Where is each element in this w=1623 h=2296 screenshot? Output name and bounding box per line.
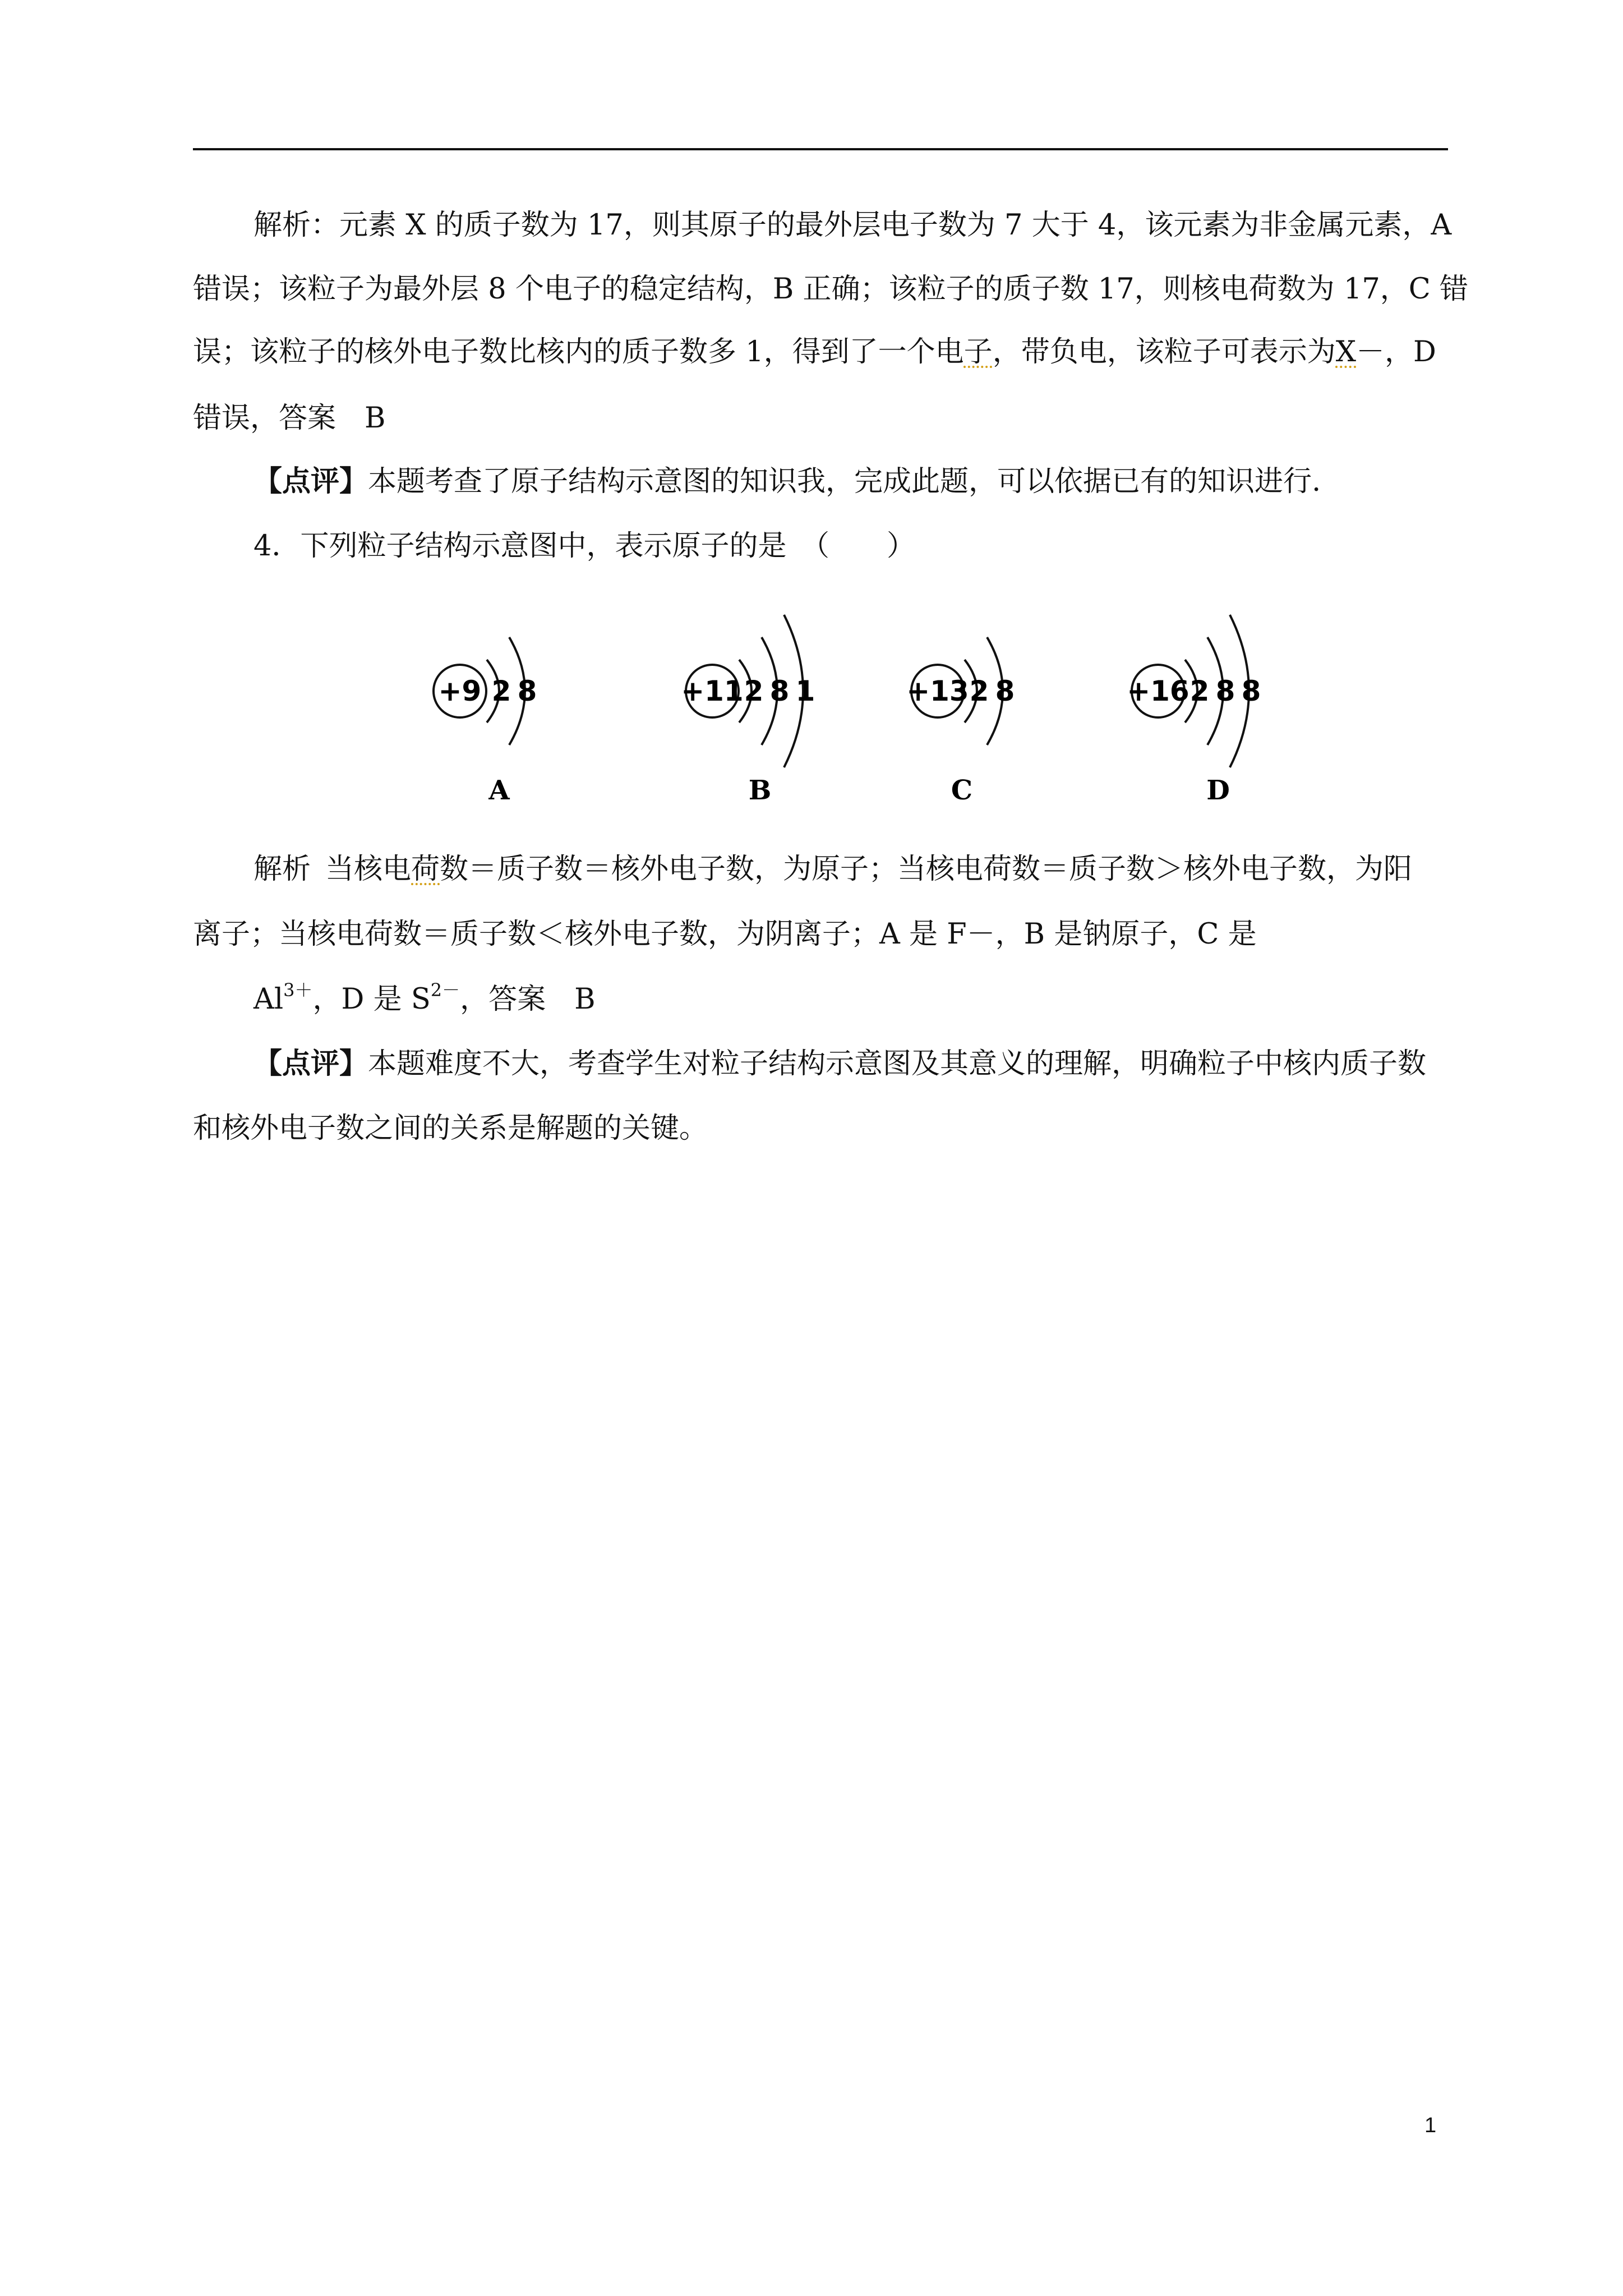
text-run: ，答案 B <box>460 983 596 1016</box>
question-4: 4．下列粒子结构示意图中，表示原子的是 （ ） <box>253 530 915 563</box>
emphasis-dot-symbol: X <box>1335 335 1357 369</box>
particle-diagram-a <box>434 637 537 806</box>
shell-electron-count: 2 <box>491 675 511 707</box>
analysis-line-3 <box>193 335 1449 369</box>
charge-superscript: 2－ <box>430 979 460 1001</box>
comment-tag-open: 【 <box>253 1047 283 1080</box>
text-run: 误；该粒子的核外电子数比核内的质子数多 1，得到了一个电 <box>193 335 964 369</box>
header-rule <box>193 148 1448 150</box>
comment-1 <box>253 464 1449 499</box>
nucleus-charge: +11 <box>681 675 744 707</box>
emphasis-dot-word: 子 <box>963 335 993 369</box>
analysis2-line-3 <box>253 979 1449 1016</box>
comment-2-line-1 <box>253 1047 1449 1081</box>
analysis2-line-2: 离子；当核电荷数＝质子数＜核外电子数，为阴离子；A 是 F－，B 是钠原子，C 是 <box>193 918 1257 951</box>
shell-electron-count: 2 <box>969 675 989 707</box>
shell-electron-count: 2 <box>1189 675 1210 707</box>
shell-electron-count: 8 <box>769 675 790 707</box>
particle-diagram-c <box>906 637 1015 806</box>
text-run: 当核电 <box>325 853 412 886</box>
nucleus-charge: +16 <box>1127 675 1189 707</box>
text-run: Al <box>253 983 284 1016</box>
analysis-line-2: 错误；该粒子为最外层 8 个电子的稳定结构，B 正确；该粒子的质子数 17，则核电荷数为 17，C 错 <box>193 273 1469 306</box>
text-run: 数＝质子数＝核外电子数，为原子；当核电荷数＝质子数＞核外电子数，为阳 <box>440 853 1413 886</box>
shell-electron-count: 8 <box>517 675 537 707</box>
comment-tag-close: 】 <box>339 1047 368 1080</box>
comment-text: 本题考查了原子结构示意图的知识我，完成此题，可以依据已有的知识进行. <box>368 465 1321 498</box>
comment-tag-close: 】 <box>339 464 368 498</box>
analysis2-line-1 <box>253 853 1449 886</box>
option-label: C <box>951 775 973 806</box>
page-number: 1 <box>1424 2114 1437 2137</box>
shell-electron-count: 8 <box>1241 675 1261 707</box>
analysis-line-4: 错误，答案 B <box>193 402 386 435</box>
comment-2-line-2: 和核外电子数之间的关系是解题的关键。 <box>193 1112 708 1145</box>
shell-electron-count: 8 <box>995 675 1015 707</box>
option-label: A <box>488 775 510 806</box>
text-run: －，D <box>1356 335 1436 369</box>
comment-tag-open: 【 <box>253 464 283 498</box>
analysis-line-1: 解析：元素 X 的质子数为 17，则其原子的最外层电子数为 7 大于 4，该元素为非金属元素，A <box>253 209 1452 242</box>
shell-electron-count: 8 <box>1215 675 1235 707</box>
shell-electron-count: 1 <box>795 675 815 707</box>
charge-superscript: 3＋ <box>283 979 313 1001</box>
comment-tag: 点评 <box>282 1047 340 1080</box>
text-run: ，D 是 S <box>312 983 431 1016</box>
comment-tag: 点评 <box>282 464 340 498</box>
comment-text: 本题难度不大，考查学生对粒子结构示意图及其意义的理解，明确粒子中核内质子数 <box>368 1047 1427 1080</box>
emphasis-dot-word: 荷 <box>411 853 440 886</box>
nucleus-charge: +9 <box>438 675 482 707</box>
option-label: D <box>1206 775 1230 806</box>
particle-diagram-d <box>1127 615 1261 806</box>
text-run: ，带负电，该粒子可表示为 <box>992 335 1336 369</box>
analysis2-label: 解析 <box>253 853 311 886</box>
particle-structure-diagrams <box>0 589 1623 825</box>
shell-electron-count: 2 <box>744 675 764 707</box>
option-label: B <box>748 775 772 806</box>
particle-diagram-b <box>681 615 815 806</box>
nucleus-charge: +13 <box>906 675 969 707</box>
